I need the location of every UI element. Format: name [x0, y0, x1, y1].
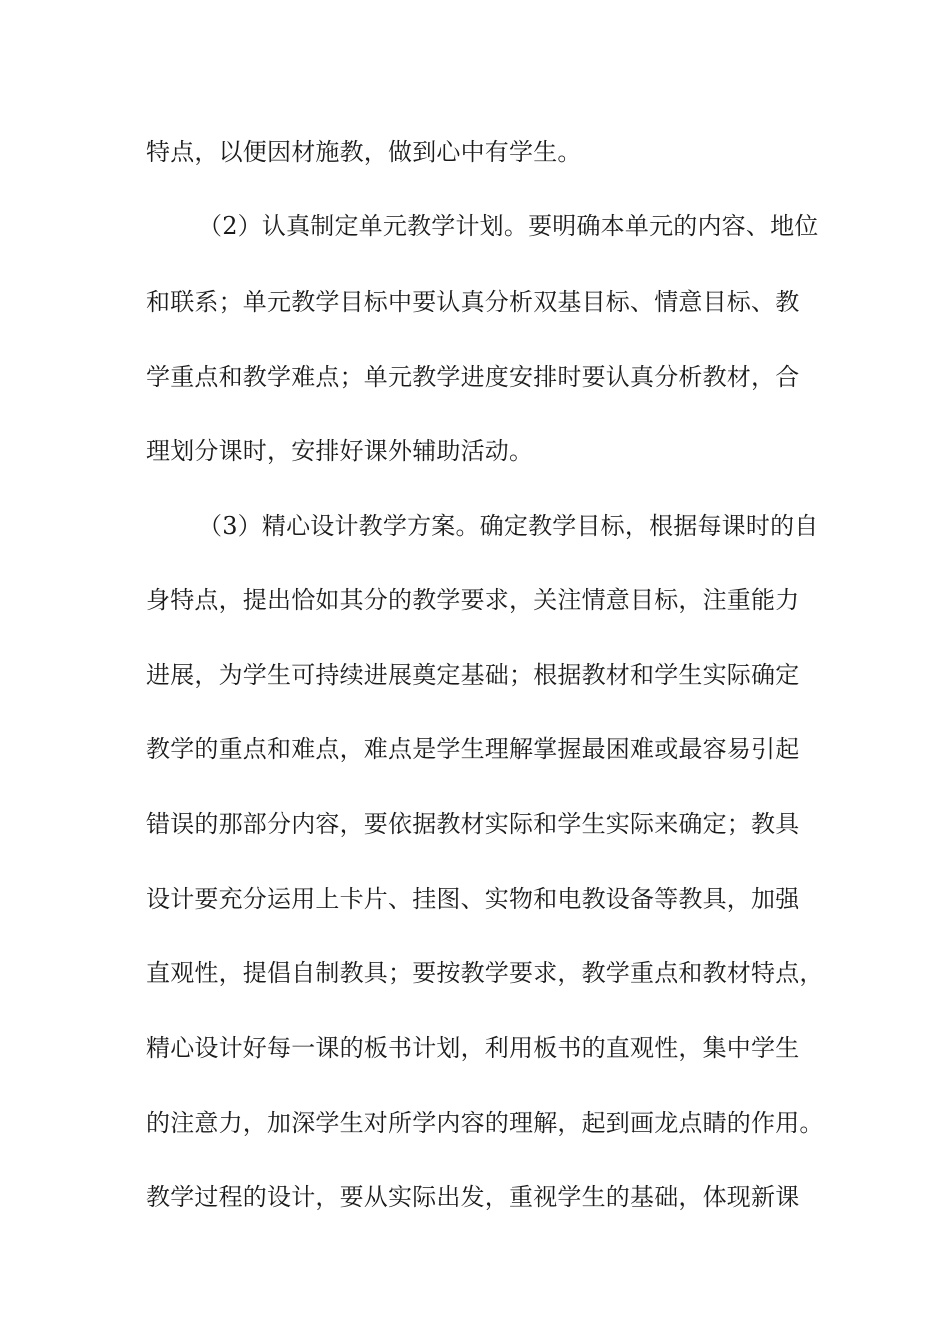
text-line: 精心设计好每一课的板书计划，利用板书的直观性，集中学生 [146, 1034, 800, 1062]
text-line: 教学的重点和难点，难点是学生理解掌握最困难或最容易引起 [146, 735, 800, 763]
paragraph-2-first-line: （2）认真制定单元教学计划。要明确本单元的内容、地位 [198, 212, 819, 240]
text-line: 错误的那部分内容，要依据教材实际和学生实际来确定；教具 [146, 810, 800, 838]
text-line: 特点，以便因材施教，做到心中有学生。 [146, 138, 582, 166]
text-line: 进展，为学生可持续进展奠定基础；根据教材和学生实际确定 [146, 661, 800, 689]
text-line: 理划分课时，安排好课外辅助活动。 [146, 437, 534, 465]
text-line: 直观性，提倡自制教具；要按教学要求，教学重点和教材特点， [146, 959, 824, 987]
text-line: 学重点和教学难点；单元教学进度安排时要认真分析教材，合 [146, 363, 800, 391]
text-line: 的注意力，加深学生对所学内容的理解，起到画龙点睛的作用。 [146, 1109, 824, 1137]
paragraph-3-first-line: （3）精心设计教学方案。确定教学目标，根据每课时的自 [198, 512, 819, 540]
text-line: 教学过程的设计，要从实际出发，重视学生的基础，体现新课 [146, 1183, 800, 1211]
text-line: 身特点，提出恰如其分的教学要求，关注情意目标，注重能力 [146, 586, 800, 614]
text-line: 设计要充分运用上卡片、挂图、实物和电教设备等教具，加强 [146, 885, 800, 913]
text-line: 和联系；单元教学目标中要认真分析双基目标、情意目标、教 [146, 288, 800, 316]
